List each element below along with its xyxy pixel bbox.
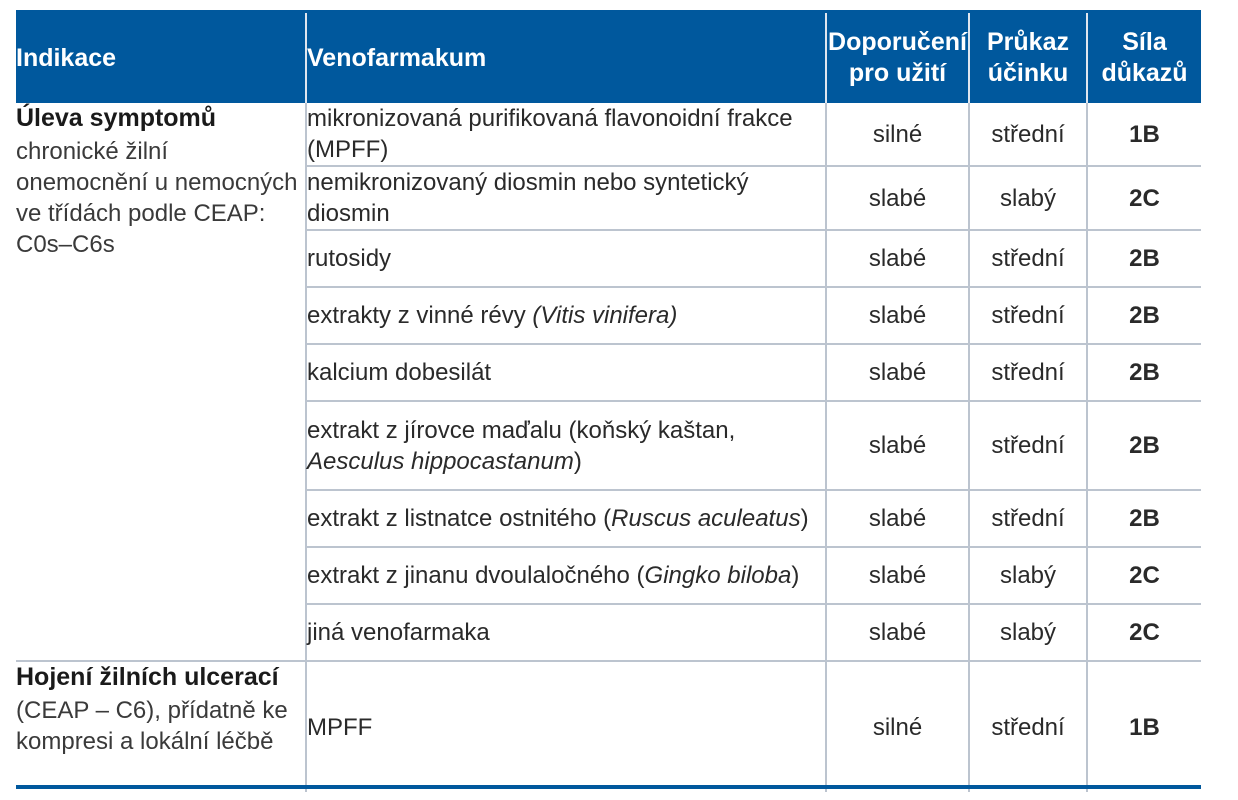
- indication-title: Úleva symptomů: [16, 104, 217, 132]
- drug-name: extrakt z listnatce ostnitého (: [307, 505, 612, 532]
- header-doporuceni: [826, 13, 969, 103]
- header-sila-line1: Síla: [1122, 28, 1167, 56]
- table-row: [16, 103, 1201, 166]
- recommendation-cell: silné: [826, 661, 969, 792]
- header-prukaz-line2: účinku: [987, 59, 1069, 87]
- recommendation-cell: slabé: [826, 604, 969, 661]
- recommendation-cell: slabé: [826, 166, 969, 230]
- evidence-effect-cell: slabý: [969, 604, 1087, 661]
- header-prukaz-line1: Průkaz: [987, 28, 1069, 56]
- drug-latin-name: Ruscus aculeatus: [611, 505, 801, 532]
- header-prukaz: [969, 13, 1087, 103]
- evidence-effect-cell: střední: [969, 287, 1087, 344]
- header-venofarmakum: Venofarmakum: [306, 13, 826, 103]
- evidence-effect-cell: střední: [969, 344, 1087, 401]
- drug-name: jiná venofarmaka: [307, 619, 490, 646]
- evidence-effect-cell: slabý: [969, 166, 1087, 230]
- drug-suffix: ): [791, 562, 800, 589]
- drug-cell: [306, 166, 826, 230]
- table-row: [16, 661, 1201, 792]
- evidence-grade-cell: 2C: [1087, 166, 1201, 230]
- drug-name: nemikronizovaný diosmin nebo syntetický diosmin: [307, 169, 749, 227]
- drug-cell: [306, 661, 826, 792]
- drug-cell: [306, 401, 826, 490]
- drug-cell: [306, 230, 826, 287]
- evidence-effect-cell: slabý: [969, 547, 1087, 604]
- evidence-grade-cell: 1B: [1129, 713, 1160, 741]
- header-indikace: Indikace: [16, 13, 306, 103]
- drug-latin-name: Aesculus hippocastanum: [307, 447, 574, 475]
- evidence-effect-cell: střední: [969, 230, 1087, 287]
- evidence-grade-cell: 2B: [1087, 490, 1201, 547]
- drug-cell: [306, 604, 826, 661]
- recommendation-cell: slabé: [826, 401, 969, 490]
- recommendation-cell: slabé: [826, 230, 969, 287]
- drug-cell: [306, 103, 826, 166]
- indication-cell-ulcers: [16, 661, 306, 792]
- table-header-row: [16, 13, 1201, 103]
- recommendation-cell: slabé: [826, 490, 969, 547]
- drug-latin-name: (Vitis vinifera): [532, 302, 678, 329]
- header-doporuceni-line1: Doporučení: [828, 28, 967, 56]
- drug-name: extrakty z vinné révy: [307, 302, 533, 329]
- recommendation-cell: silné: [826, 103, 969, 166]
- drug-cell: [306, 547, 826, 604]
- drug-latin-name: Gingko biloba: [644, 562, 792, 589]
- drug-name: mikronizovaná purifikovaná flavonoidní frakce (MPFF): [307, 105, 793, 163]
- recommendation-cell: slabé: [826, 287, 969, 344]
- indication-cell-symptoms: [16, 103, 306, 661]
- drug-cell: [306, 490, 826, 547]
- table-bottom-rule: [16, 785, 1201, 789]
- recommendation-table-frame: [16, 13, 1201, 789]
- indication-description: chronické žilní onemocnění u nemocných ve třídách podle CEAP: C0s–C6s: [16, 138, 298, 258]
- header-sila-line2: důkazů: [1101, 59, 1188, 87]
- evidence-grade-cell: 2B: [1087, 401, 1201, 490]
- recommendation-cell: slabé: [826, 547, 969, 604]
- drug-name: MPFF: [307, 713, 373, 741]
- evidence-effect-cell: střední: [969, 661, 1087, 792]
- drug-name: rutosidy: [307, 245, 392, 272]
- evidence-effect-cell: střední: [969, 103, 1087, 166]
- evidence-grade-cell: 2B: [1087, 344, 1201, 401]
- drug-name: extrakt z jírovce maďalu (koňský kaštan,: [307, 416, 736, 444]
- evidence-grade-cell: 2B: [1087, 287, 1201, 344]
- evidence-effect-cell: střední: [969, 490, 1087, 547]
- recommendation-cell: slabé: [826, 344, 969, 401]
- drug-cell: [306, 344, 826, 401]
- evidence-effect-cell: střední: [969, 401, 1087, 490]
- drug-name: extrakt z jinanu dvoulaločného (: [307, 562, 645, 589]
- indication-description: (CEAP – C6), přídatně ke kompresi a lokální léčbě: [16, 697, 288, 755]
- drug-suffix: ): [800, 505, 809, 532]
- evidence-grade-cell: 2C: [1087, 547, 1201, 604]
- evidence-grade-cell: 2B: [1087, 230, 1201, 287]
- evidence-grade-cell: 1B: [1087, 103, 1201, 166]
- drug-cell: [306, 287, 826, 344]
- indication-title: Hojení žilních ulcerací: [16, 663, 279, 691]
- recommendation-table: [16, 13, 1201, 792]
- evidence-grade-cell: 2C: [1087, 604, 1201, 661]
- drug-name: kalcium dobesilát: [307, 359, 492, 386]
- header-sila: [1087, 13, 1201, 103]
- drug-suffix: ): [573, 447, 582, 475]
- header-doporuceni-line2: pro užití: [848, 59, 947, 87]
